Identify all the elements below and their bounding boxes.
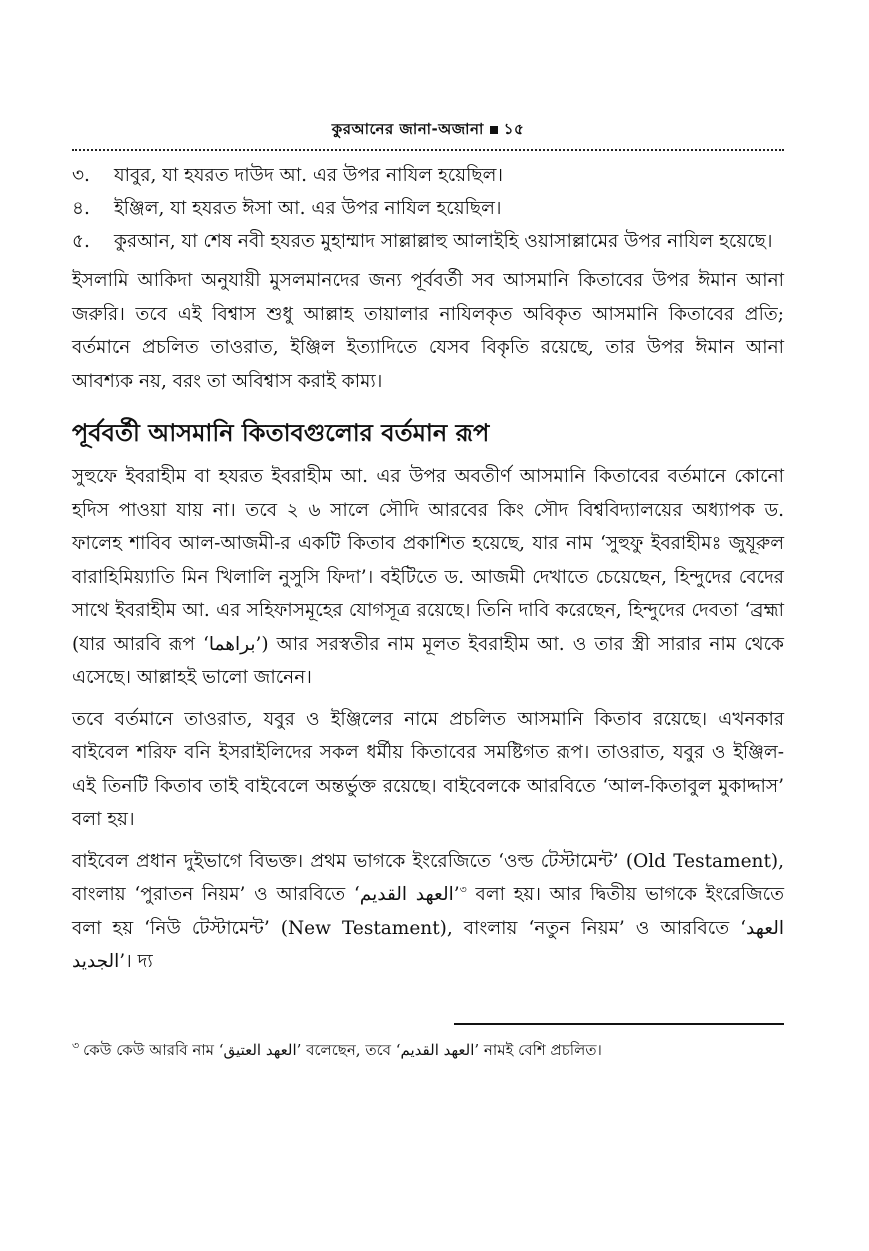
footnote-mark: ৩ [72, 1038, 80, 1052]
running-head-title: কুরআনের জানা-অজানা [331, 120, 484, 138]
list-item-number: ৫. [72, 231, 90, 252]
paragraph-suhuf-ibrahim: সুহুফে ইবরাহীম বা হযরত ইবরাহীম আ. এর উপর অবতীর্ণ আসমানি কিতাবের বর্তমানে কোনো হদিস পাওয়া যায় না। তবে ২ ৬ সালে সৌদি আরবের কিং সৌদ বিশ্ববিদ্যালয়ের অধ্যাপক ড. ফালেহ শাবিব আল-আজমী-র একটি কিতাব প্রকাশিত হয়েছে, যার নাম ‘সুহুফু ইবরাহীমঃ জুযূরুল বারাহিমিয়্যাতি মিন খিলালি নুসুসি ফিদা’। বইটিতে ড. আজমী দেখাতে চেয়েছেন, হিন্দুদের বেদের সাথে ইবরাহীম আ. এর সহিফাসমূহের যোগসূত্র রয়েছে। তিনি দাবি করেছেন, হিন্দুদের দেবতা ‘ব্রহ্মা (যার আরবি রূপ ‘براهما’) আর সরস্বতীর নাম মূলত ইবরাহীম আ. ও তার স্ত্রী সারার নাম থেকে এসেছে। আল্লাহই ভালো জানেন। [72, 466, 784, 688]
list-item-text: কুরআন, যা শেষ নবী হযরত মুহাম্মাদ সাল্লাল্লাহু আলাইহি ওয়াসাল্লামের উপর নাযিল হয়েছে। [114, 231, 773, 252]
footnote-divider [454, 1023, 784, 1025]
paragraph-bible-intro: তবে বর্তমানে তাওরাত, যবুর ও ইঞ্জিলের নামে প্রচলিত আসমানি কিতাব রয়েছে। এখনকার বাইবেল শরিফ বনি ইসরাইলিদের সকল ধর্মীয় কিতাবের সমষ্টিগত রূপ। তাওরাত, যবুর ও ইঞ্জিল- এই তিনটি কিতাব তাই বাইবেলে অন্তর্ভুক্ত রয়েছে। বাইবেলকে আরবিতে ‘আল-কিতাবুল মুকাদ্দাস’ বলা হয়। [72, 708, 784, 830]
list-item-text: ইঞ্জিল, যা হযরত ঈসা আ. এর উপর নাযিল হয়েছিল। [114, 198, 502, 219]
paragraph-text-part-b: বলা হয়। আর দ্বিতীয় ভাগকে ইংরেজিতে বলা হয় ‘নিউ টেস্টামেন্ট’ (New Testament), বাংলায় ‘নতুন নিয়ম’ ও আরবিতে ‘العهد الجديد’। দ্য [72, 884, 784, 972]
paragraph-text-part-a: বাইবেল প্রধান দুইভাগে বিভক্ত। প্রথম ভাগকে ইংরেজিতে ‘ওল্ড টেস্টামেন্ট’ (Old Testament), বাংলায় ‘পুরাতন নিয়ম’ ও আরবিতে ‘العهد القديم’ [72, 850, 784, 905]
running-head [72, 118, 784, 151]
list-item [72, 159, 784, 192]
paragraph-bible-divisions [72, 845, 784, 979]
paragraph-creed: ইসলামি আকিদা অনুযায়ী মুসলমানদের জন্য পূর্ববর্তী সব আসমানি কিতাবের উপর ঈমান আনা জরুরি। তবে এই বিশ্বাস শুধু আল্লাহ তায়ালার নাযিলকৃত অবিকৃত আসমানি কিতাবের প্রতি; বর্তমানে প্রচলিত তাওরাত, ইঞ্জিল ইত্যাদিতে যেসব বিকৃতি রয়েছে, তার উপর ঈমান আনা আবশ্যক নয়, বরং তা অবিশ্বাস করাই কাম্য। [72, 270, 784, 392]
list-item-number: ৪. [72, 198, 90, 219]
square-bullet-icon [490, 126, 498, 134]
footnote-reference[interactable]: ৩ [459, 882, 467, 896]
list-item [72, 225, 784, 258]
list-item [72, 192, 784, 225]
page-number: ১৫ [503, 120, 525, 138]
scripture-list [72, 159, 784, 258]
footnote [72, 1033, 784, 1063]
list-item-text: যাবুর, যা হযরত দাউদ আ. এর উপর নাযিল হয়েছিল। [114, 165, 504, 186]
list-item-number: ৩. [72, 165, 90, 186]
footnote-text: কেউ কেউ আরবি নাম ‘العهد العتيق’ বলেছেন, তবে ‘العهد القديم’ নামই বেশি প্রচলিত। [83, 1040, 602, 1059]
section-heading: পূর্ববর্তী আসমানি কিতাবগুলোর বর্তমান রূপ [72, 418, 490, 447]
book-page [72, 118, 784, 1063]
